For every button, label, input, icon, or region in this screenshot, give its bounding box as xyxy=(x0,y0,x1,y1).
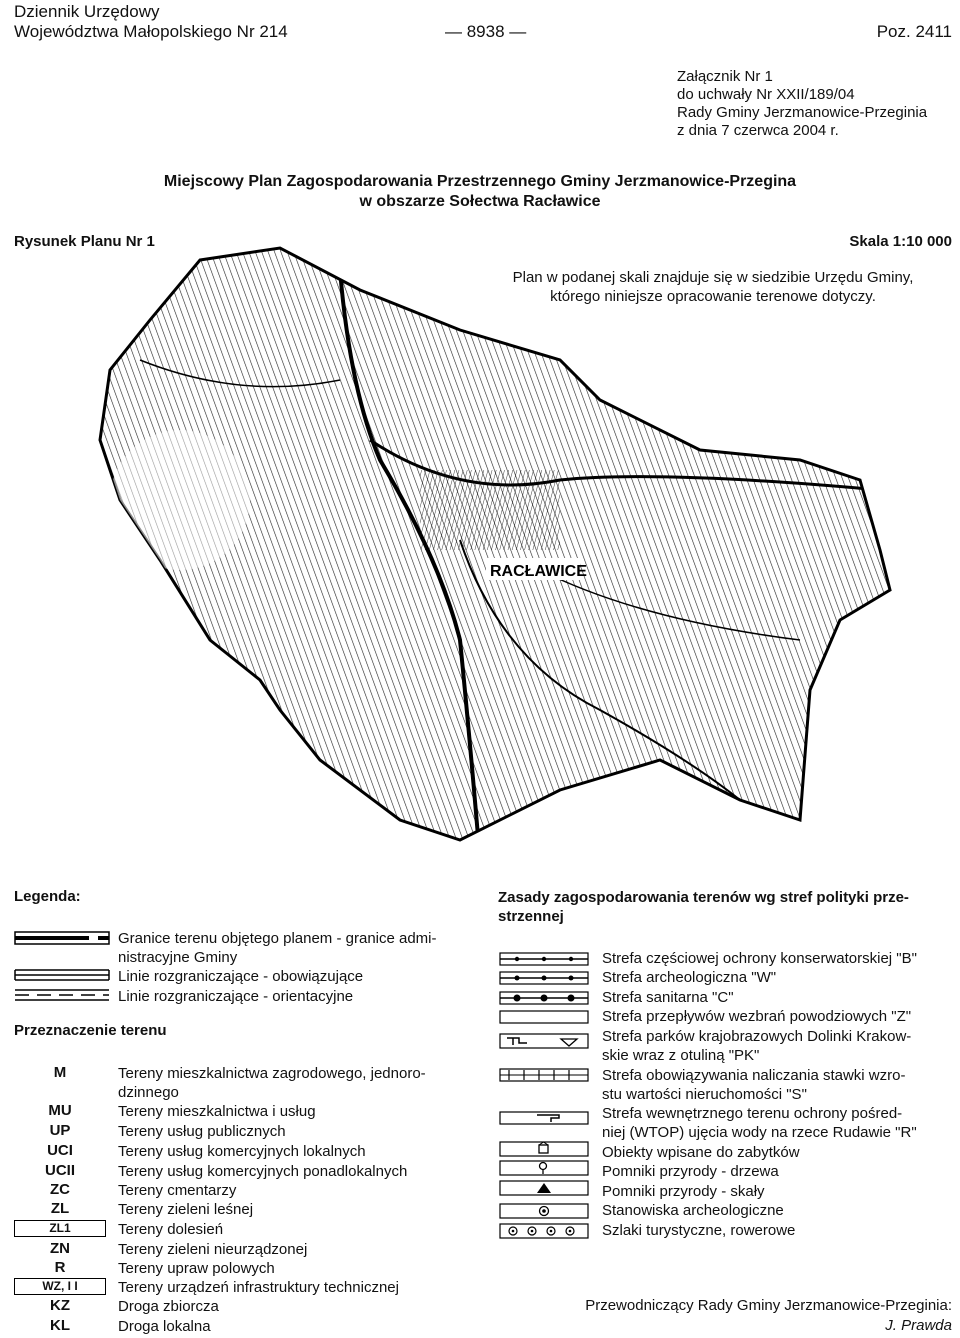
journal-title xyxy=(14,2,288,42)
signature-name: J. Prawda xyxy=(885,1317,952,1334)
boundary-line-symbol xyxy=(14,930,110,946)
purpose-label-line-1: Tereny mieszkalnictwa i usług xyxy=(118,1103,316,1120)
legend-line-2: Linie rozgraniczające - obowiązujące xyxy=(118,968,364,985)
purpose-code: ZC xyxy=(50,1181,70,1198)
zone-label xyxy=(602,988,954,1007)
zone-label-line-1: Obiekty wpisane do zabytków xyxy=(602,1144,800,1161)
purpose-code: MU xyxy=(48,1102,72,1119)
page-number: — 8938 — xyxy=(445,22,527,41)
zone-z-symbol xyxy=(499,1009,589,1025)
purpose-label xyxy=(118,1200,253,1219)
purpose-label xyxy=(118,1297,219,1316)
plan-map xyxy=(40,240,920,880)
zone-label-line-1: Strefa obowiązywania naliczania stawki wzro- xyxy=(602,1067,906,1084)
purpose-label xyxy=(118,1317,211,1336)
zones-heading-line-2: strzennej xyxy=(498,908,564,925)
note-line-2: którego niniejsze opracowanie terenowe dotyczy. xyxy=(550,288,876,305)
purpose-label-line-1: Droga zbiorcza xyxy=(118,1298,219,1315)
purpose-label xyxy=(118,1220,223,1239)
legend-line-1-text-2: nistracyjne Gminy xyxy=(118,949,238,966)
journal-line-1: Dziennik Urzędowy xyxy=(14,2,160,21)
purpose-code: ZL1 xyxy=(14,1220,106,1237)
purpose-label-line-1: Tereny upraw polowych xyxy=(118,1260,275,1277)
archaeology-icon xyxy=(499,1203,589,1219)
legend-line-1-text: Granice terenu objętego planem - granice admi- xyxy=(118,930,437,947)
purpose-code: UCII xyxy=(45,1162,75,1179)
purpose-label xyxy=(118,1064,426,1102)
annex-block xyxy=(677,68,927,140)
zone-label xyxy=(602,1007,954,1026)
zone-r-symbol xyxy=(499,1110,589,1126)
zone-label-line-1: Pomniki przyrody - drzewa xyxy=(602,1163,779,1180)
zone-w-symbol xyxy=(499,970,589,986)
purpose-label-line-1: Tereny usług publicznych xyxy=(118,1123,286,1140)
purpose-code: M xyxy=(53,1064,67,1081)
zone-label-line-1: Szlaki turystyczne, rowerowe xyxy=(602,1222,796,1239)
zone-label xyxy=(602,1066,954,1104)
purpose-label xyxy=(118,1162,407,1181)
purpose-label-line-2: dzinnego xyxy=(118,1084,179,1101)
mandatory-line-symbol xyxy=(14,968,110,982)
zone-label xyxy=(602,1027,954,1065)
purpose-code: KL xyxy=(50,1317,70,1334)
map-place-label: RACŁAWICE xyxy=(490,563,587,580)
tree-icon xyxy=(499,1160,589,1176)
zone-pk-symbol xyxy=(499,1033,589,1049)
purpose-label-line-1: Tereny zieleni nieurządzonej xyxy=(118,1241,308,1258)
zone-label-line-1: Strefa wewnętrznego terenu ochrony pośred- xyxy=(602,1105,903,1122)
zone-c-symbol xyxy=(499,990,589,1006)
zone-label xyxy=(602,968,954,987)
purpose-code: R xyxy=(54,1259,66,1276)
title-line-1: Miejscowy Plan Zagospodarowania Przestrzennego Gminy Jerzmanowice-Przegina xyxy=(163,173,797,190)
zone-b-symbol xyxy=(499,951,589,967)
zones-heading-line-1: Zasady zagospodarowania terenów wg stref polityki prze- xyxy=(498,889,909,906)
purpose-label-line-1: Tereny mieszkalnictwa zagrodowego, jednoro- xyxy=(118,1065,426,1082)
purpose-code: UCI xyxy=(47,1142,73,1159)
note-line-1: Plan w podanej skali znajduje się w siedzibie Urzędu Gminy, xyxy=(512,269,914,286)
legend-line-3: Linie rozgraniczające - orientacyjne xyxy=(118,988,354,1005)
purpose-label-line-1: Droga lokalna xyxy=(118,1318,211,1335)
zone-s-symbol xyxy=(499,1067,589,1083)
map-note xyxy=(470,268,956,306)
purpose-code: KZ xyxy=(50,1297,70,1314)
map-area xyxy=(100,248,890,860)
zone-label-line-1: Pomniki przyrody - skały xyxy=(602,1183,765,1200)
zone-label xyxy=(602,1104,954,1142)
annex-line-2: do uchwały Nr XXII/189/04 xyxy=(677,86,855,103)
trail-icon xyxy=(499,1223,589,1239)
purpose-label xyxy=(118,1142,366,1161)
purpose-label-line-1: Tereny cmentarzy xyxy=(118,1182,237,1199)
purpose-label xyxy=(118,1102,316,1121)
monument-icon xyxy=(499,1141,589,1157)
zone-label-line-2: skie wraz z otuliną "PK" xyxy=(602,1047,760,1064)
purpose-label xyxy=(118,1240,307,1259)
zone-label-line-1: Strefa archeologiczna "W" xyxy=(602,969,777,986)
journal-line-2: Województwa Małopolskiego Nr 214 xyxy=(14,22,288,41)
purpose-label-line-1: Tereny dolesień xyxy=(118,1221,224,1238)
purpose-label-line-1: Tereny zieleni leśnej xyxy=(118,1201,254,1218)
purpose-label xyxy=(118,1122,286,1141)
zone-label-line-1: Strefa częściowej ochrony konserwatorskiej "B" xyxy=(602,950,917,967)
purpose-code: UP xyxy=(49,1122,71,1139)
annex-line-4: z dnia 7 czerwca 2004 r. xyxy=(677,122,839,139)
indicative-line-symbol xyxy=(14,988,110,1002)
annex-line-1: Załącznik Nr 1 xyxy=(677,68,773,85)
zone-label-line-2: stu wartości nieruchomości "S" xyxy=(602,1086,807,1103)
purpose-label xyxy=(118,1259,275,1278)
zone-label-line-1: Strefa parków krajobrazowych Dolinki Krakow- xyxy=(602,1028,912,1045)
zones-heading xyxy=(498,888,958,926)
purpose-label xyxy=(118,1181,236,1200)
rock-icon xyxy=(499,1180,589,1196)
zone-label xyxy=(602,1221,954,1240)
signature-line-1: Przewodniczący Rady Gminy Jerzmanowice-Przeginia: xyxy=(585,1297,952,1314)
scale-label: Skala 1:10 000 xyxy=(849,233,952,250)
legend-heading: Legenda: xyxy=(14,888,81,905)
purpose-label-line-1: Tereny usług komercyjnych ponadlokalnych xyxy=(118,1163,408,1180)
purpose-code: ZL xyxy=(50,1200,70,1217)
zone-label xyxy=(602,1201,954,1220)
zone-label-line-1: Strefa sanitarna "C" xyxy=(602,989,734,1006)
title-line-2: w obszarze Sołectwa Racławice xyxy=(359,193,601,210)
purpose-label xyxy=(118,1278,399,1297)
position-number: Poz. 2411 xyxy=(876,22,952,41)
figure-label: Rysunek Planu Nr 1 xyxy=(14,233,155,250)
legend-line-1 xyxy=(118,929,437,967)
document-title xyxy=(0,172,960,212)
purpose-label-line-1: Tereny usług komercyjnych lokalnych xyxy=(118,1143,366,1160)
zone-label-line-1: Stanowiska archeologiczne xyxy=(602,1202,784,1219)
purpose-heading: Przeznaczenie terenu xyxy=(14,1022,167,1039)
purpose-code: ZN xyxy=(50,1240,70,1257)
zone-label xyxy=(602,1143,954,1162)
zone-label-line-1: Strefa przepływów wezbrań powodziowych "Z" xyxy=(602,1008,912,1025)
purpose-code: WZ, I I xyxy=(14,1278,106,1295)
zone-label-line-2: niej (WTOP) ujęcia wody na rzece Rudawie "R" xyxy=(602,1124,917,1141)
zone-label xyxy=(602,1162,954,1181)
zone-label xyxy=(602,1182,954,1201)
purpose-label-line-1: Tereny urządzeń infrastruktury technicznej xyxy=(118,1279,399,1296)
zone-label xyxy=(602,949,954,968)
annex-line-3: Rady Gminy Jerzmanowice-Przeginia xyxy=(677,104,928,121)
